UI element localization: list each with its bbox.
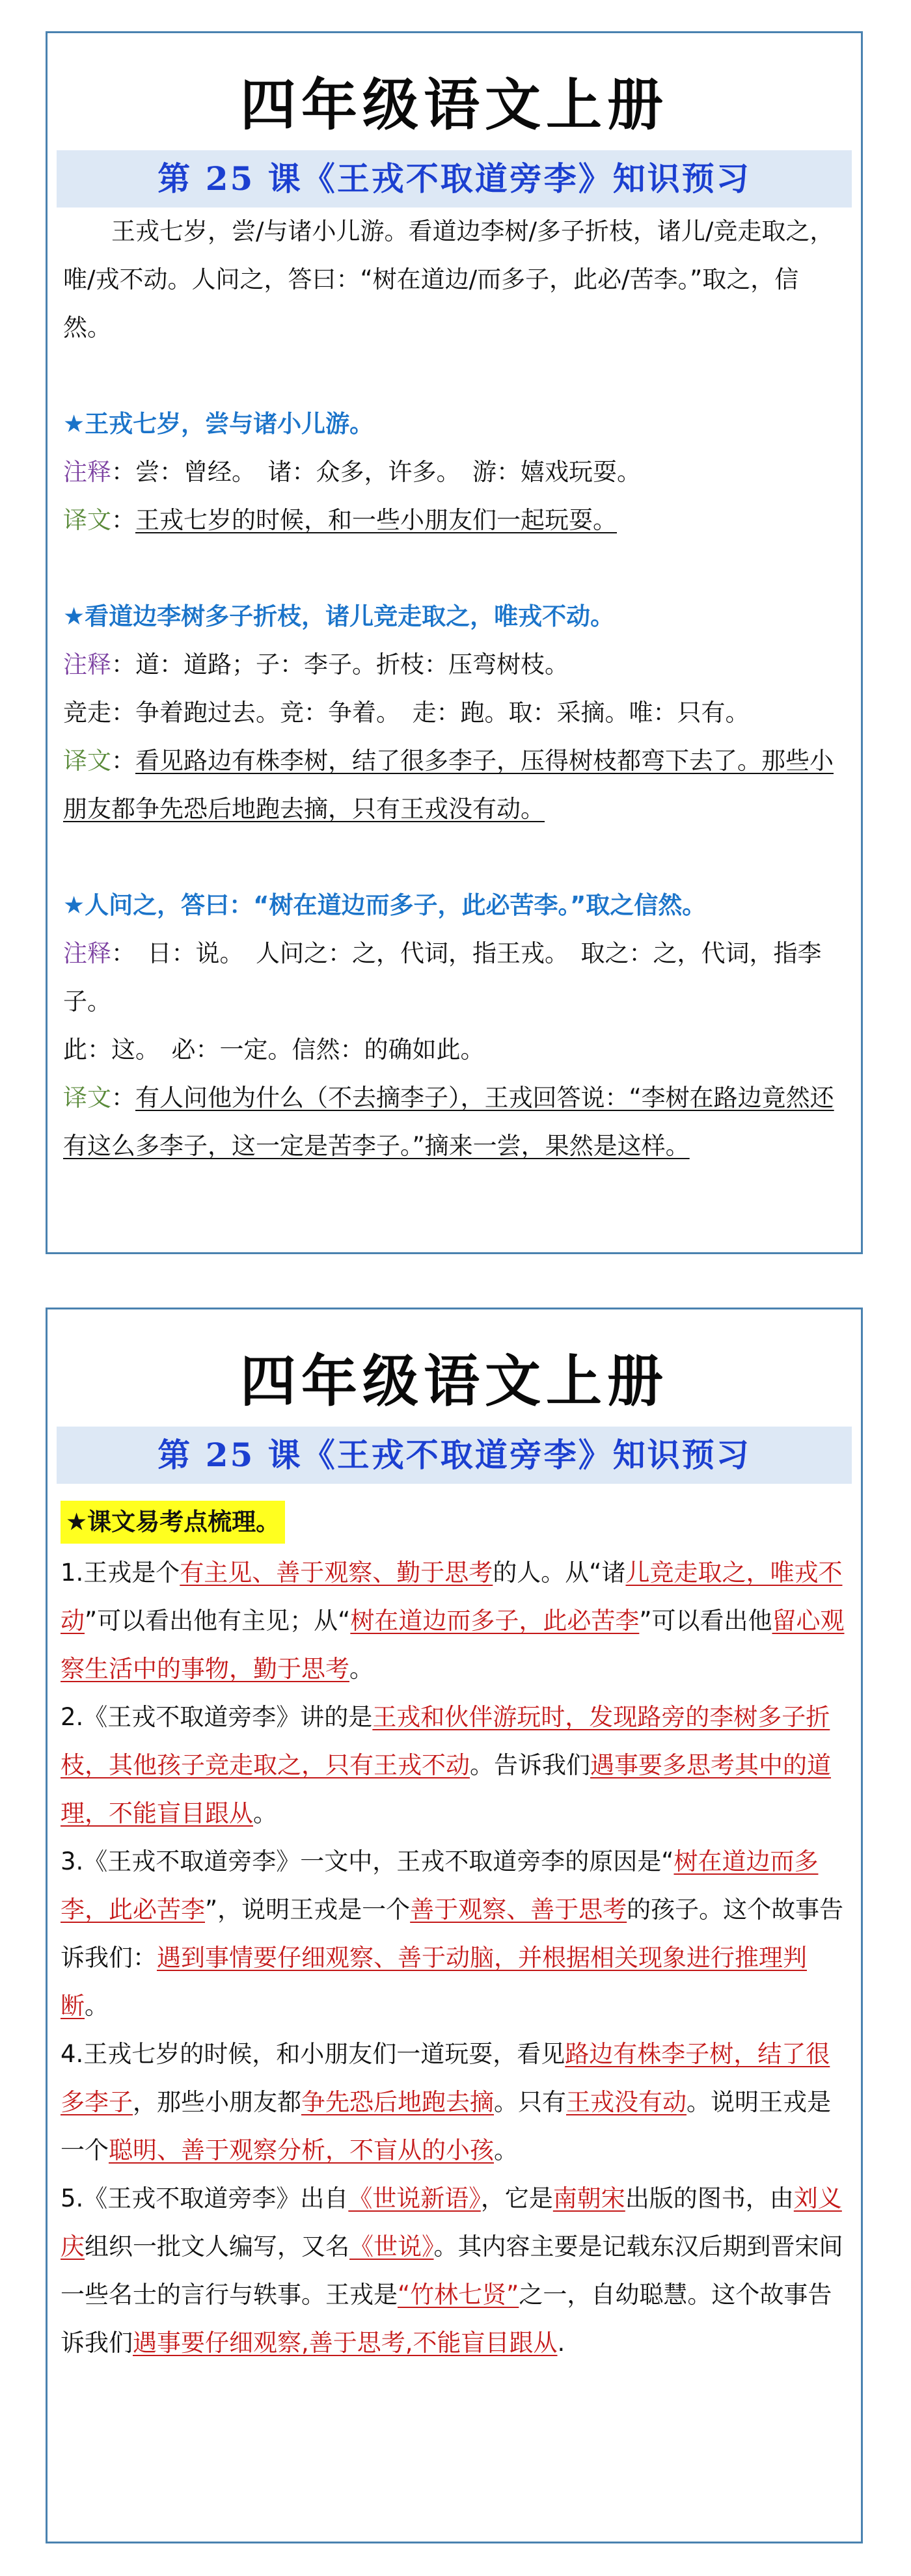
card2-title: 四年级语文上册: [240, 1348, 668, 1414]
note-label: 注释: [63, 651, 111, 678]
note-label: 注释: [63, 939, 111, 967]
sentence-2-heading: ★看道边李树多子折枝，诸儿竞走取之，唯戎不动。: [63, 602, 615, 630]
note-text: ： 日：说。 人问之：之，代词，指王戎。 取之：之，代词，指李子。: [63, 939, 822, 1015]
card2-body: [48, 1484, 861, 2367]
key-point-1: 1.王戎是个有主见、善于观察、勤于思考的人。从“诸儿竞走取之，唯戎不动”可以看出他有主见；从“树在道边而多子，此必苦李”可以看出他留心观察生活中的事物，勤于思考。: [61, 1559, 845, 1683]
note-label: 注释: [63, 458, 111, 486]
card1-subtitle: 第 25 课《王戎不取道旁李》知识预习: [57, 150, 852, 208]
card1-title: 四年级语文上册: [240, 72, 668, 138]
key-point-5: 5.《王戎不取道旁李》出自《世说新语》，它是南朝宋出版的图书，由刘义庆组织一批文人编写，又名《世说》。其内容主要是记载东汉后期到晋宋间一些名士的言行与轶事。王戎是“竹林七贤”之一，自幼聪慧。这个故事告诉我们遇事要仔细观察,善于思考,不能盲目跟从.: [61, 2184, 843, 2357]
translation-label: 译文: [63, 747, 111, 775]
note-text: ：道：道路；子：李子。折枝：压弯树枝。: [111, 651, 569, 678]
translation-text: 王戎七岁的时候，和一些小朋友们一起玩耍。: [135, 506, 617, 534]
card2-subtitle: 第 25 课《王戎不取道旁李》知识预习: [57, 1427, 852, 1484]
sentence-2-notes-cont: 竞走：争着跑过去。竞：争着。 走：跑。取：采摘。唯：只有。: [63, 699, 750, 727]
sentence-3-heading: ★人问之，答曰：“树在道边而多子，此必苦李。”取之信然。: [63, 891, 707, 919]
card1-body: [48, 208, 861, 1170]
sentence-3-notes-cont: 此：这。 必：一定。信然：的确如此。: [63, 1036, 485, 1064]
translation-text: 看见路边有株李树，结了很多李子，压得树枝都弯下去了。那些小朋友都争先恐后地跑去摘，只有王戎没有动。: [63, 747, 834, 823]
sentence-2-translation: 译文：看见路边有株李树，结了很多李子，压得树枝都弯下去了。那些小朋友都争先恐后地跑去摘，只有王戎没有动。: [63, 747, 834, 823]
sentence-3-notes: [63, 930, 845, 1026]
sentence-3-translation: 译文：有人问他为什么（不去摘李子），王戎回答说：“李树在路边竟然还有这么多李子，这一定是苦李子。”摘来一尝，果然是这样。: [63, 1084, 834, 1160]
translation-label: 译文: [63, 506, 111, 534]
key-point-4: 4.王戎七岁的时候，和小朋友们一道玩耍，看见路边有株李子树，结了很多李子，那些小朋友都争先恐后地跑去摘。只有王戎没有动。说明王戎是一个聪明、善于观察分析，不盲从的小孩。: [61, 2040, 831, 2164]
key-points-highlight: ★课文易考点梳理。: [61, 1501, 285, 1544]
preview-card-2: [46, 1308, 863, 2543]
key-point-2: 2.《王戎不取道旁李》讲的是王戎和伙伴游玩时，发现路旁的李树多子折枝，其他孩子竞走取之，只有王戎不动。告诉我们遇事要多思考其中的道理，不能盲目跟从。: [61, 1703, 831, 1827]
translation-label: 译文: [63, 1084, 111, 1112]
key-point-3: 3.《王戎不取道旁李》一文中，王戎不取道旁李的原因是“树在道边而多李，此必苦李”，说明王戎是一个善于观察、善于思考的孩子。这个故事告诉我们：遇到事情要仔细观察、善于动脑，并根据相关现象进行推理判断。: [61, 1847, 844, 2020]
sentence-1-notes: [63, 448, 845, 496]
classical-passage: 王戎七岁，尝/与诸小儿游。看道边李树/多子折枝，诸儿/竞走取之，唯/戎不动。人问之，答曰：“树在道边/而多子，此必/苦李。”取之，信然。: [63, 217, 834, 342]
preview-card-1: [46, 31, 863, 1254]
translation-text: 有人问他为什么（不去摘李子），王戎回答说：“李树在路边竟然还有这么多李子，这一定是苦李子。”摘来一尝，果然是这样。: [63, 1084, 834, 1160]
sentence-1-heading: ★王戎七岁，尝与诸小儿游。: [63, 410, 374, 438]
sentence-2-notes: [63, 641, 845, 689]
sentence-1-translation: 译文：王戎七岁的时候，和一些小朋友们一起玩耍。: [63, 506, 617, 534]
note-text: ：尝：曾经。 诸：众多，许多。 游：嬉戏玩耍。: [111, 458, 641, 486]
